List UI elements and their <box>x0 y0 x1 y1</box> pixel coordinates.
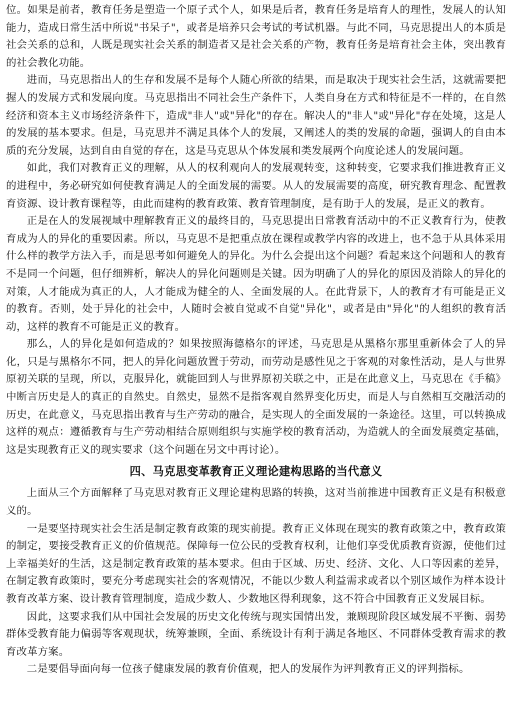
paragraph: 上面从三个方面解释了马克思对教育正义理论建构思路的转换，这对当前推进中国教育正义是有积极意义的。 <box>6 487 506 518</box>
paragraph: 位。如果是前者，教育任务是塑造一个原子式个人，如果是后者，教育任务是培育人的理性，发展人的认知能力，造成日常生活中所说"书呆子"，或者是培养只会考试的考试机器。与此不同，马克思提出人的本质是社会关系的总和，人既是现实社会关系的制造者又是社会关系的产物，教育任务是培育社会主体，突出教育的社会教化功能。 <box>6 4 506 69</box>
paragraph: 一是要坚持现实社会生活是制定教育政策的现实前提。教育正义体现在现实的教育政策之中，教育政策的制定，要接受教育正义的价值规范。保障每一位公民的受教育权利，让他们享受优质教育资源，使他们过上幸福美好的生活，这是制定教育政策的基本要求。但由于区域、历史、经济、文化、人口等因素的差异，在制定教育政策时，要充分考虑现实社会的客观情况，不能以少数人利益需求或者以个别区域作为样本设计教育改革方案、设计教育管理制度，造成少数人、少数地区得利现象，这不符合中国教育正义发展目标。 <box>6 522 506 605</box>
paragraph: 进而，马克思指出人的生存和发展不是每个人随心所欲的结果，而是取决于现实社会生活，这就需要把握人的发展方式和发展向度。马克思指出不同社会生产条件下，人类自身在方式和特征是不一样的，在自然经济和资本主义市场经济条件下，造成"非人"或"异化"的存在。解决人的"非人"或"异化"存在处境，这是人的发展的基本要求。但是，马克思并不满足具体个人的发展，又阐述人的类的发展的命题，强调人的自由本质的充分发展，达到自由自觉的存在，这是马克思从个体发展和类发展两个向度论述人的发展问题。 <box>6 74 506 157</box>
paragraph: 二是要倡导面向每一位孩子健康发展的教育价值观，把人的发展作为评判教育正义的评判指标。 <box>26 663 470 676</box>
paragraph: 那么，人的异化是如何造成的？如果按照海德格尔的评述，马克思是从黑格尔那里重新体会了人的异化，只是与黑格尔不同，把人的异化问题放置于劳动，而劳动是感性见之于客观的对象性活动，是人与世界原初关联的呈现，所以，克服异化，就能回到人与世界原初关联之中，正是在此意义上，马克思在《手稿》中断言历史是人的真正的自然史。自然史，显然不是指客观自然界变化历史，而是人与自然相互交融活动的历史，在此意义，马克思指出教育与生产劳动的融合，是实现人的全面发展的一条途径。这里，可以转换成这样的观点：遵循教育与生产劳动相结合原则组织与实施学校的教育活动，为造就人的全面发展奠定基础，这是实现教育正义的现实要求（这个问题在另文中再讨论）。 <box>6 338 506 456</box>
paragraph: 因此，这要求我们从中国社会发展的历史文化传统与现实国情出发，兼顾现阶段区域发展不平衡、弱势群体受教育能力偏弱等客观现状，统筹兼顾，全面、系统设计有利于满足各地区、不同群体受教育需求的教育改革方案。 <box>6 610 506 658</box>
section-heading: 四、马克思变革教育正义理论建构思路的当代意义 <box>129 465 383 479</box>
paragraph: 如此，我们对教育正义的理解，从人的权利观向人的发展观转变，这种转变，它要求我们推进教育正义的进程中，务必研究如何使教育满足人的全面发展的需要。从人的发展需要的高度，研究教育理念、配置教育资源、设计教育课程等，由此而建构的教育政策、教育管理制度，是有助于人的发展，是正义的教育。 <box>6 162 506 210</box>
paragraph: 正是在人的发展视域中理解教育正义的最终目的，马克思提出日常教育活动中的不正义教育行为，使教育成为人的异化的重要因素。所以，马克思不是把重点放在课程或教学内容的改进上，也不急于从具体采用什么样的教学方法入手，而是思考如何避免人的异化。为什么会提出这个问题？看起来这个问题和人的教育不是同一个问题，但仔细辨析，解决人的异化问题则是关键。因为明确了人的异化的原因及消除人的异化的对策，人才能成为真正的人，人才能成为健全的人、全面发展的人。在此背景下，人的教育才有可能是正义的教育。否则，处于异化的社会中，人随时会被自觉或不自觉"异化"，或者是由"异化"的人组织的教育活动，这样的教育不可能是正义的教育。 <box>6 215 506 333</box>
